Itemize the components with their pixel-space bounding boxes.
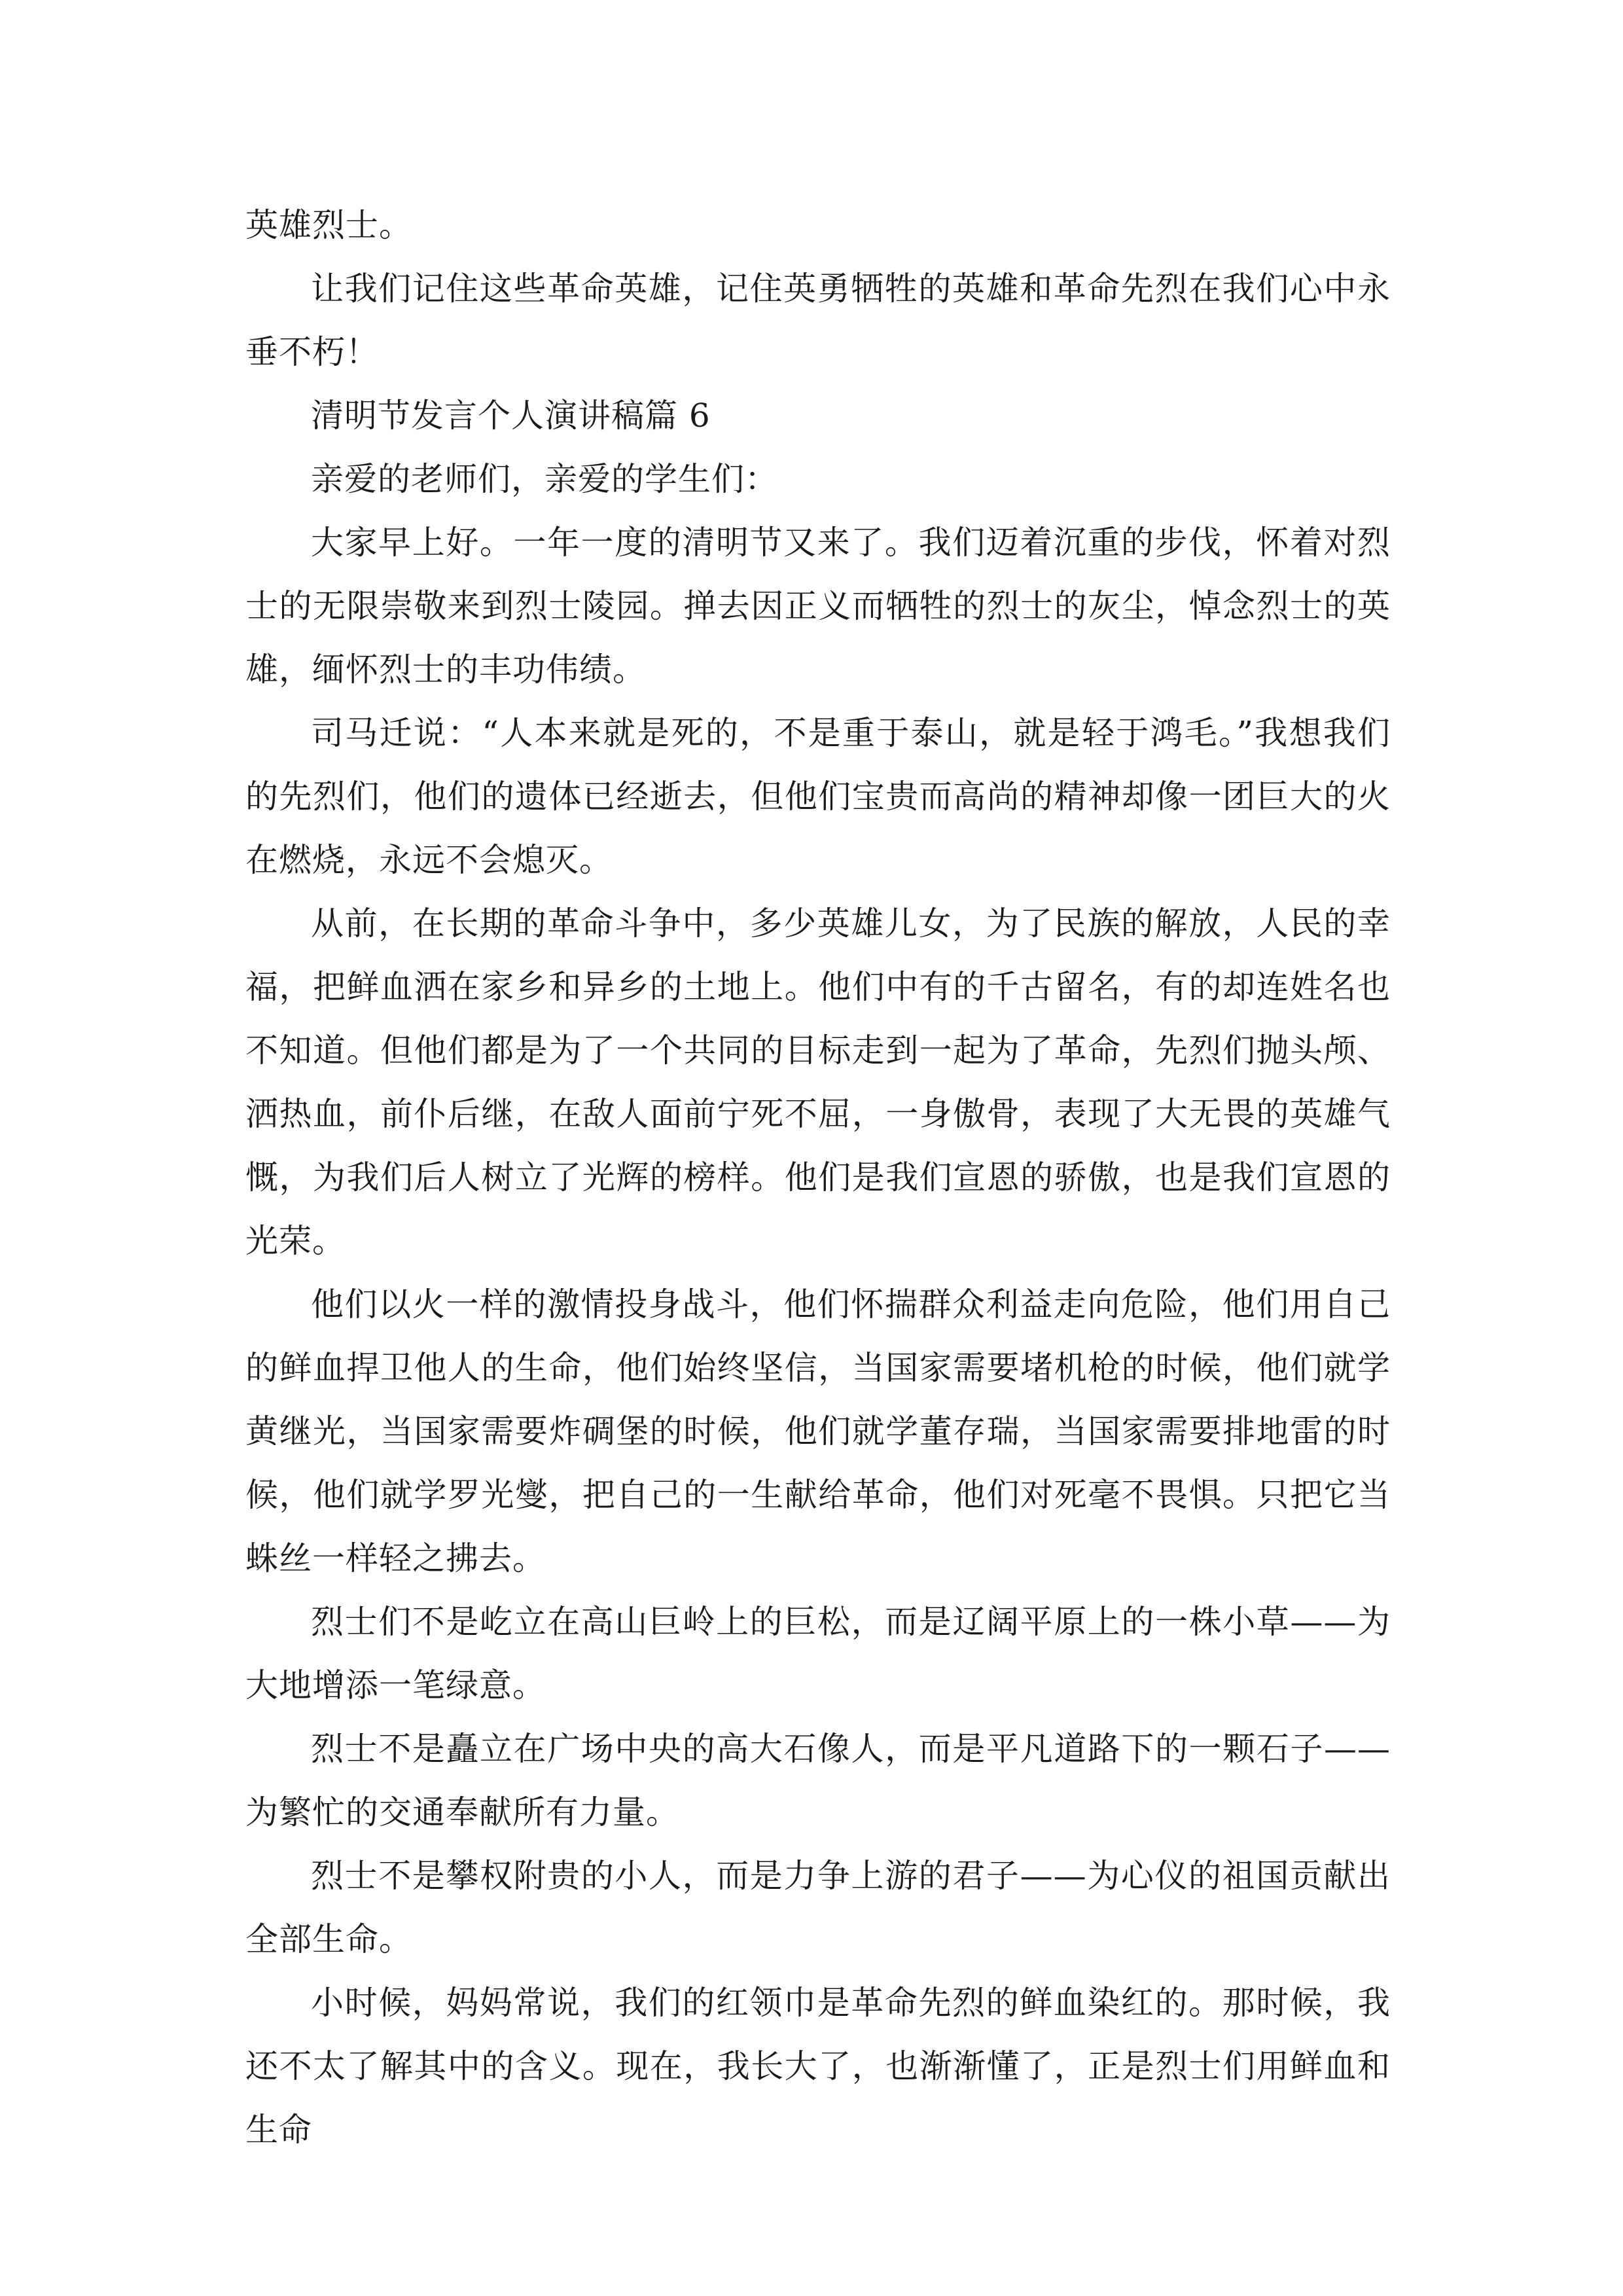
paragraph: 烈士们不是屹立在高山巨岭上的巨松，而是辽阔平原上的一株小草——为大地增添一笔绿意。 (245, 1603, 1391, 1704)
paragraph: 司马迁说：“人本来就是死的，不是重于泰山，就是轻于鸿毛。”我想我们的先烈们，他们的遗体已经逝去，但他们宝贵而高尚的精神却像一团巨大的火在燃烧，永远不会熄灭。 (245, 714, 1391, 879)
salutation: 亲爱的老师们，亲爱的学生们： (311, 460, 778, 498)
paragraph: 他们以火一样的激情投身战斗，他们怀揣群众利益走向危险，他们用自己的鲜血捍卫他人的生命，他们始终坚信，当国家需要堵机枪的时候，他们就学黄继光，当国家需要炸碉堡的时候，他们就学董存瑞，当国家需要排地雷的时候，他们就学罗光燮，把自己的一生献给革命，他们对死毫不畏惧。只把它当蛛丝一样轻之拂去。 (245, 1285, 1391, 1577)
paragraph: 让我们记住这些革命英雄，记住英勇牺牲的英雄和革命先烈在我们心中永垂不朽！ (245, 270, 1391, 371)
paragraph: 小时候，妈妈常说，我们的红领巾是革命先烈的鲜血染红的。那时候，我还不太了解其中的含义。现在，我长大了，也渐渐懂了，正是烈士们用鲜血和生命 (245, 1984, 1391, 2149)
paragraph: 烈士不是矗立在广场中央的高大石像人，而是平凡道路下的一颗石子——为繁忙的交通奉献所有力量。 (245, 1730, 1391, 1831)
paragraph: 烈士不是攀权附贵的小人，而是力争上游的君子——为心仪的祖国贡献出全部生命。 (245, 1857, 1391, 1958)
document-body (245, 194, 1391, 2162)
paragraph: 大家早上好。一年一度的清明节又来了。我们迈着沉重的步伐，怀着对烈士的无限崇敬来到烈士陵园。掸去因正义而牺牲的烈士的灰尘，悼念烈士的英雄，缅怀烈士的丰功伟绩。 (245, 524, 1391, 689)
paragraph: 英雄烈士。 (245, 206, 412, 244)
section-heading: 清明节发言个人演讲稿篇 6 (311, 397, 711, 435)
paragraph: 从前，在长期的革命斗争中，多少英雄儿女，为了民族的解放，人民的幸福，把鲜血洒在家乡和异乡的土地上。他们中有的千古留名，有的却连姓名也不知道。但他们都是为了一个共同的目标走到一起为了革命，先烈们抛头颅、洒热血，前仆后继，在敌人面前宁死不屈，一身傲骨，表现了大无畏的英雄气慨，为我们后人树立了光辉的榜样。他们是我们宣恩的骄傲，也是我们宣恩的光荣。 (245, 905, 1391, 1260)
